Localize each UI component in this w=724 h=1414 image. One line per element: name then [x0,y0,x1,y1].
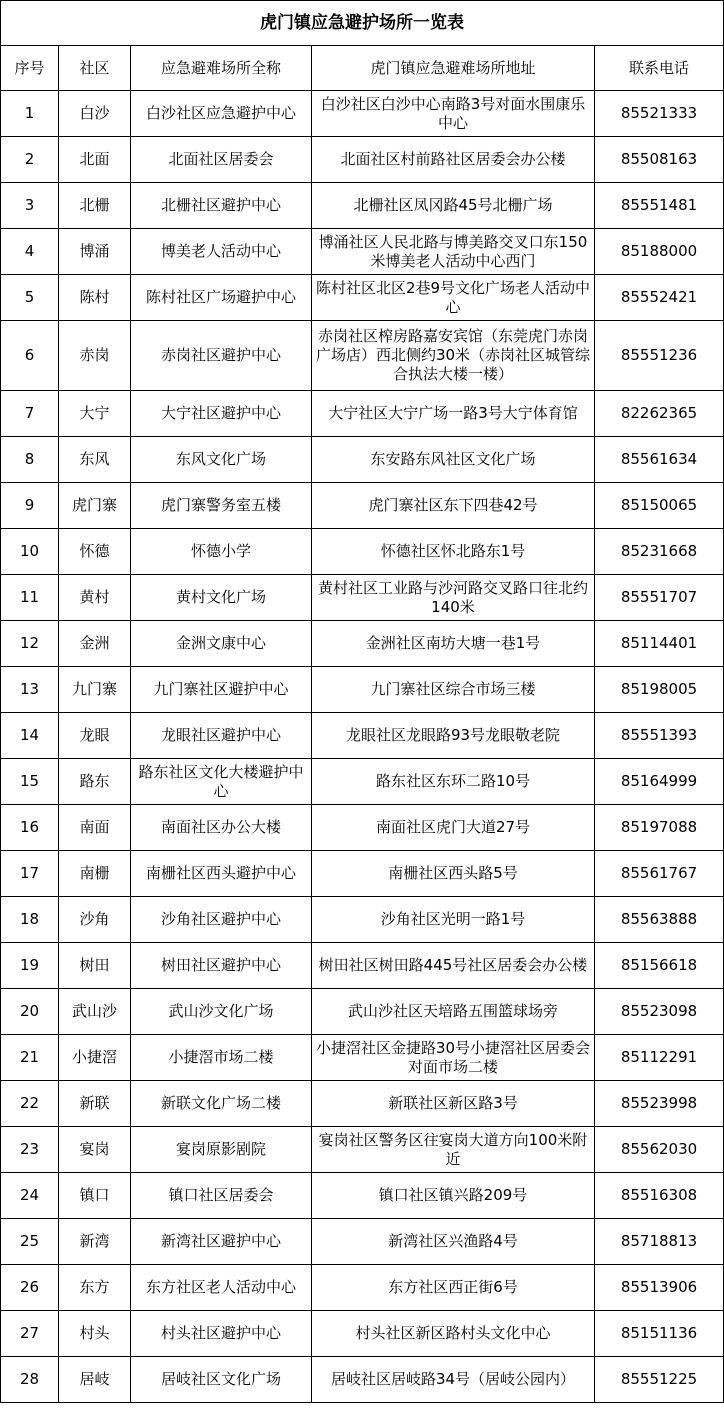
cell-shelter-name: 黄村文化广场 [131,575,312,621]
cell-phone: 85516308 [595,1173,724,1219]
table-row [1,321,724,391]
header-address: 虎门镇应急避难场所地址 [312,46,595,91]
cell-community: 村头 [59,1311,131,1357]
cell-community: 镇口 [59,1173,131,1219]
cell-index: 4 [1,229,59,275]
cell-shelter-name: 小捷滘市场二楼 [131,1035,312,1081]
table-row [1,1035,724,1081]
cell-community: 路东 [59,759,131,805]
cell-phone: 85231668 [595,529,724,575]
table-row [1,229,724,275]
cell-index: 2 [1,137,59,183]
cell-community: 大宁 [59,391,131,437]
cell-index: 17 [1,851,59,897]
cell-shelter-name: 赤岗社区避护中心 [131,321,312,391]
cell-address: 虎门寨社区东下四巷42号 [312,483,595,529]
cell-shelter-name: 镇口社区居委会 [131,1173,312,1219]
cell-address: 陈村社区北区2巷9号文化广场老人活动中心 [312,275,595,321]
table-row [1,851,724,897]
cell-community: 九门寨 [59,667,131,713]
cell-address: 金洲社区南坊大塘一巷1号 [312,621,595,667]
cell-phone: 85551236 [595,321,724,391]
cell-address: 路东社区东环二路10号 [312,759,595,805]
cell-shelter-name: 博美老人活动中心 [131,229,312,275]
cell-phone: 85561634 [595,437,724,483]
cell-address: 黄村社区工业路与沙河路交叉路口往北约140米 [312,575,595,621]
cell-phone: 85513906 [595,1265,724,1311]
cell-phone: 85114401 [595,621,724,667]
cell-phone: 85551225 [595,1357,724,1403]
table-row [1,1219,724,1265]
cell-community: 博涌 [59,229,131,275]
cell-phone: 85150065 [595,483,724,529]
cell-shelter-name: 北面社区居委会 [131,137,312,183]
cell-shelter-name: 宴岗原影剧院 [131,1127,312,1173]
cell-community: 武山沙 [59,989,131,1035]
table-row [1,483,724,529]
cell-index: 24 [1,1173,59,1219]
table-row [1,1173,724,1219]
cell-shelter-name: 新联文化广场二楼 [131,1081,312,1127]
cell-phone: 85551707 [595,575,724,621]
cell-community: 小捷滘 [59,1035,131,1081]
cell-phone: 85508163 [595,137,724,183]
cell-phone: 85151136 [595,1311,724,1357]
cell-address: 武山沙社区天培路五围篮球场旁 [312,989,595,1035]
cell-community: 宴岗 [59,1127,131,1173]
cell-address: 北栅社区凤冈路45号北栅广场 [312,183,595,229]
cell-community: 沙角 [59,897,131,943]
cell-community: 陈村 [59,275,131,321]
cell-index: 23 [1,1127,59,1173]
cell-index: 11 [1,575,59,621]
table-row [1,1265,724,1311]
cell-phone: 85198005 [595,667,724,713]
cell-address: 白沙社区白沙中心南路3号对面水围康乐中心 [312,91,595,137]
cell-index: 14 [1,713,59,759]
table-row [1,759,724,805]
cell-phone: 85561767 [595,851,724,897]
table-row [1,183,724,229]
cell-phone: 85551481 [595,183,724,229]
table-row [1,1357,724,1403]
cell-community: 虎门寨 [59,483,131,529]
cell-index: 10 [1,529,59,575]
cell-index: 26 [1,1265,59,1311]
cell-phone: 85197088 [595,805,724,851]
cell-community: 居岐 [59,1357,131,1403]
table-row [1,805,724,851]
cell-phone: 85551393 [595,713,724,759]
cell-index: 19 [1,943,59,989]
cell-phone: 85164999 [595,759,724,805]
cell-community: 东方 [59,1265,131,1311]
cell-index: 21 [1,1035,59,1081]
cell-index: 7 [1,391,59,437]
cell-phone: 85552421 [595,275,724,321]
cell-community: 白沙 [59,91,131,137]
cell-index: 3 [1,183,59,229]
cell-phone: 85156618 [595,943,724,989]
cell-community: 赤岗 [59,321,131,391]
cell-index: 1 [1,91,59,137]
cell-phone: 85562030 [595,1127,724,1173]
cell-shelter-name: 陈村社区广场避护中心 [131,275,312,321]
cell-phone: 85523098 [595,989,724,1035]
cell-community: 新联 [59,1081,131,1127]
cell-address: 宴岗社区警务区往宴岗大道方向100米附近 [312,1127,595,1173]
cell-address: 大宁社区大宁广场一路3号大宁体育馆 [312,391,595,437]
cell-index: 28 [1,1357,59,1403]
cell-shelter-name: 沙角社区避护中心 [131,897,312,943]
cell-address: 九门寨社区综合市场三楼 [312,667,595,713]
cell-shelter-name: 虎门寨警务室五楼 [131,483,312,529]
cell-index: 16 [1,805,59,851]
cell-community: 南栅 [59,851,131,897]
cell-shelter-name: 村头社区避护中心 [131,1311,312,1357]
header-row [1,46,724,91]
cell-phone: 82262365 [595,391,724,437]
cell-community: 北栅 [59,183,131,229]
cell-address: 北面社区村前路社区居委会办公楼 [312,137,595,183]
cell-index: 22 [1,1081,59,1127]
cell-phone: 85112291 [595,1035,724,1081]
cell-phone: 85523998 [595,1081,724,1127]
cell-phone: 85521333 [595,91,724,137]
table-title: 虎门镇应急避护场所一览表 [1,1,724,46]
cell-address: 新湾社区兴渔路4号 [312,1219,595,1265]
cell-address: 树田社区树田路445号社区居委会办公楼 [312,943,595,989]
cell-address: 新联社区新区路3号 [312,1081,595,1127]
table-row [1,529,724,575]
table-row [1,943,724,989]
cell-index: 25 [1,1219,59,1265]
cell-community: 黄村 [59,575,131,621]
cell-address: 沙角社区光明一路1号 [312,897,595,943]
cell-shelter-name: 九门寨社区避护中心 [131,667,312,713]
cell-index: 6 [1,321,59,391]
cell-phone: 85718813 [595,1219,724,1265]
cell-address: 博涌社区人民北路与博美路交叉口东150米博美老人活动中心西门 [312,229,595,275]
cell-address: 龙眼社区龙眼路93号龙眼敬老院 [312,713,595,759]
cell-index: 15 [1,759,59,805]
table-body [1,91,724,1403]
cell-phone: 85188000 [595,229,724,275]
cell-shelter-name: 怀德小学 [131,529,312,575]
cell-community: 怀德 [59,529,131,575]
table-row [1,137,724,183]
cell-shelter-name: 路东社区文化大楼避护中心 [131,759,312,805]
cell-index: 18 [1,897,59,943]
table-row [1,391,724,437]
cell-community: 金洲 [59,621,131,667]
cell-shelter-name: 大宁社区避护中心 [131,391,312,437]
header-community: 社区 [59,46,131,91]
cell-address: 村头社区新区路村头文化中心 [312,1311,595,1357]
cell-community: 南面 [59,805,131,851]
header-index: 序号 [1,46,59,91]
cell-shelter-name: 武山沙文化广场 [131,989,312,1035]
table-row [1,575,724,621]
cell-address: 南面社区虎门大道27号 [312,805,595,851]
cell-index: 5 [1,275,59,321]
cell-shelter-name: 白沙社区应急避护中心 [131,91,312,137]
cell-shelter-name: 树田社区避护中心 [131,943,312,989]
header-phone: 联系电话 [595,46,724,91]
cell-shelter-name: 南栅社区西头避护中心 [131,851,312,897]
cell-address: 镇口社区镇兴路209号 [312,1173,595,1219]
cell-community: 东风 [59,437,131,483]
cell-index: 9 [1,483,59,529]
cell-community: 树田 [59,943,131,989]
cell-address: 怀德社区怀北路东1号 [312,529,595,575]
cell-index: 8 [1,437,59,483]
table-row [1,437,724,483]
table-row [1,989,724,1035]
table-row [1,713,724,759]
cell-address: 小捷滘社区金捷路30号小捷滘社区居委会对面市场二楼 [312,1035,595,1081]
header-shelter-name: 应急避难场所全称 [131,46,312,91]
table-row [1,667,724,713]
cell-shelter-name: 东方社区老人活动中心 [131,1265,312,1311]
cell-index: 13 [1,667,59,713]
table-row [1,91,724,137]
cell-shelter-name: 北栅社区避护中心 [131,183,312,229]
cell-address: 赤岗社区榨房路嘉安宾馆（东莞虎门赤岗广场店）西北侧约30米（赤岗社区城管综合执法大楼一楼） [312,321,595,391]
cell-address: 南栅社区西头路5号 [312,851,595,897]
cell-community: 新湾 [59,1219,131,1265]
cell-shelter-name: 新湾社区避护中心 [131,1219,312,1265]
table-row [1,621,724,667]
cell-shelter-name: 居岐社区文化广场 [131,1357,312,1403]
table-row [1,275,724,321]
cell-address: 东方社区西正街6号 [312,1265,595,1311]
table-row [1,1127,724,1173]
cell-index: 27 [1,1311,59,1357]
cell-index: 20 [1,989,59,1035]
cell-phone: 85563888 [595,897,724,943]
cell-address: 东安路东风社区文化广场 [312,437,595,483]
cell-index: 12 [1,621,59,667]
table-row [1,1081,724,1127]
cell-community: 北面 [59,137,131,183]
table-row [1,1311,724,1357]
cell-shelter-name: 龙眼社区避护中心 [131,713,312,759]
cell-shelter-name: 南面社区办公大楼 [131,805,312,851]
table-row [1,897,724,943]
cell-shelter-name: 东风文化广场 [131,437,312,483]
cell-community: 龙眼 [59,713,131,759]
cell-address: 居岐社区居岐路34号（居岐公园内） [312,1357,595,1403]
cell-shelter-name: 金洲文康中心 [131,621,312,667]
